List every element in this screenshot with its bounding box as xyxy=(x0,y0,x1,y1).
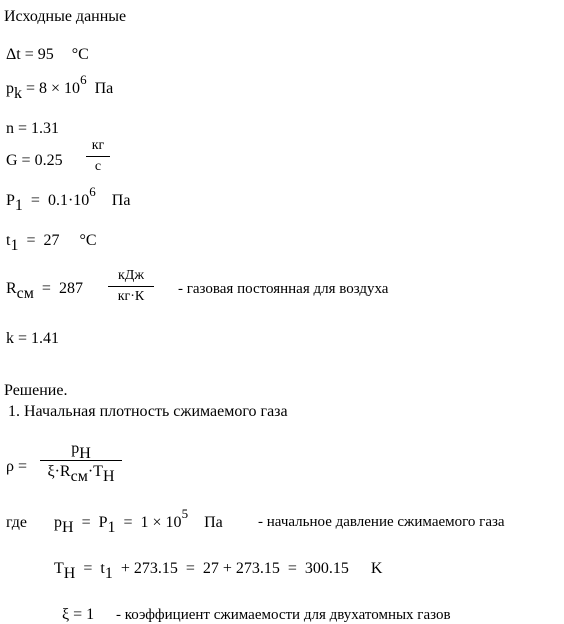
pk-subscript: k xyxy=(14,85,22,102)
pH-P: P xyxy=(98,514,108,531)
pH-eq: = xyxy=(81,514,91,531)
pk-symbol: p xyxy=(6,80,14,97)
rho-lhs: ρ = xyxy=(6,458,28,475)
formula-Rsm xyxy=(6,280,83,302)
TH-t-subscript: 1 xyxy=(104,565,113,582)
Rsm-value: 287 xyxy=(58,280,83,297)
t1-symbol: t xyxy=(6,232,11,249)
pH-value: 1 × 10 xyxy=(140,514,182,531)
pk-eq: = xyxy=(26,80,36,97)
formula-delta-t xyxy=(6,46,89,64)
P1-subscript: 1 xyxy=(14,197,23,214)
TH-unit: K xyxy=(370,560,383,577)
where-word: где xyxy=(6,514,28,531)
TH-subscript: H xyxy=(63,565,76,582)
formula-G-lhs: G = 0.25 xyxy=(6,152,63,169)
rho-num-symbol: p xyxy=(71,440,80,457)
TH-t: t xyxy=(100,560,105,577)
pH-exponent: 5 xyxy=(181,506,189,521)
pk-value: 8 × 10 xyxy=(39,80,81,97)
Rsm-note: - газовая постоянная для воздуха xyxy=(178,281,389,297)
fraction-numerator: кг xyxy=(91,138,105,153)
step-1-heading: 1. Начальная плотность сжимаемого газа xyxy=(8,403,288,420)
section-title-solution: Решение. xyxy=(4,382,68,399)
t1-subscript: 1 xyxy=(10,237,19,254)
fraction-numerator: кДж xyxy=(117,268,145,283)
pH-subscript: H xyxy=(62,519,74,536)
rho-den-part-a: ξ·R xyxy=(47,463,71,480)
pH-P-subscript: 1 xyxy=(107,519,116,536)
rho-numerator xyxy=(40,440,122,462)
fraction-bar xyxy=(108,286,154,287)
delta-t-symbol: Δt xyxy=(6,46,21,63)
formula-TH xyxy=(54,560,383,582)
xi-note: - коэффициент сжимаемости для двухатомных газов xyxy=(116,607,451,623)
Rsm-symbol: R xyxy=(6,280,17,297)
formula-k: k = 1.41 xyxy=(6,330,60,347)
fraction-bar xyxy=(86,156,110,157)
formula-pH xyxy=(54,506,223,536)
pk-unit: Па xyxy=(94,80,114,97)
delta-t-unit: °C xyxy=(71,46,89,63)
P1-value: 0.1·10 xyxy=(47,192,90,209)
TH-rest: + 273.15 = 27 + 273.15 = 300.15 xyxy=(120,560,349,577)
delta-t-value: 95 xyxy=(37,46,54,63)
formula-t1 xyxy=(6,232,97,254)
TH-symbol: T xyxy=(54,560,64,577)
section-title-given: Исходные данные xyxy=(4,8,127,25)
t1-value: 27 xyxy=(43,232,60,249)
pk-exponent: 6 xyxy=(80,72,87,87)
pH-eq2: = xyxy=(123,514,133,531)
fraction-rho xyxy=(40,440,122,485)
rho-denominator xyxy=(40,463,122,485)
pH-unit: Па xyxy=(204,514,223,531)
pH-note: - начальное давление сжимаемого газа xyxy=(258,514,505,530)
Rsm-subscript: см xyxy=(16,285,34,302)
fraction-denominator: с xyxy=(94,159,102,174)
rho-num-subscript: H xyxy=(79,445,91,462)
t1-eq: = xyxy=(26,232,36,249)
formula-xi: ξ = 1 xyxy=(62,606,95,623)
fraction-kj-per-kgK xyxy=(108,268,154,305)
P1-symbol: P xyxy=(6,192,15,209)
P1-exponent: 6 xyxy=(89,184,96,199)
rho-den-part-b: ·T xyxy=(87,463,103,480)
rho-den-sub2: H xyxy=(102,468,115,485)
fraction-denominator: кг·К xyxy=(117,289,145,304)
pH-symbol: p xyxy=(54,514,62,531)
Rsm-eq: = xyxy=(41,280,51,297)
P1-eq: = xyxy=(30,192,40,209)
P1-unit: Па xyxy=(111,192,131,209)
t1-unit: °C xyxy=(79,232,97,249)
TH-eq: = xyxy=(83,560,93,577)
fraction-kg-per-s xyxy=(86,138,110,175)
delta-t-eq: = xyxy=(24,46,34,63)
formula-pk xyxy=(6,72,114,102)
rho-den-sub1: см xyxy=(70,468,88,485)
formula-P1 xyxy=(6,184,131,214)
formula-n: n = 1.31 xyxy=(6,120,60,137)
